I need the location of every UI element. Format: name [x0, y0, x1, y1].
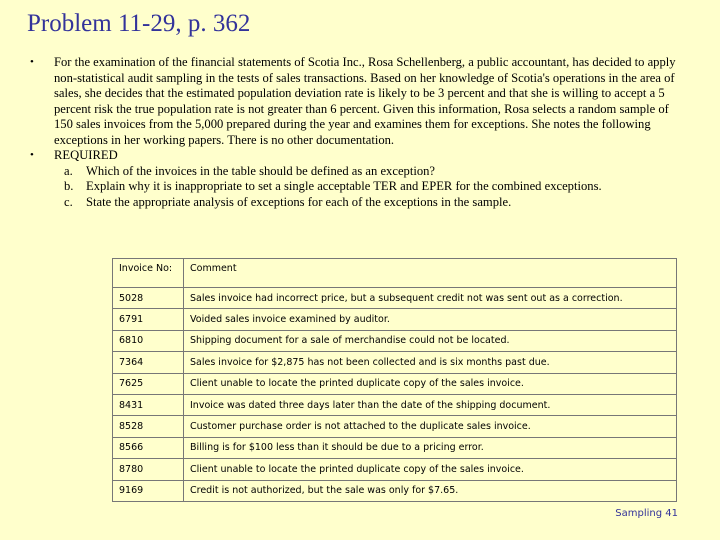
problem-description: For the examination of the financial statements of Scotia Inc., Rosa Schellenberg, a public accountant, has decided to apply non-statistical audit sampling in the tests of sales transactions. Based on her knowledge of Scotia's operations in the area of sales, she decides that the estimated population deviation rate is likely to be 3 percent and that she is willing to accept a 5 percent risk the true population rate is not greater than 6 percent. Given this information, Rosa selects a random sample of 150 sales invoices from the 5,000 prepared during the year and examines them for exceptions. She notes the following exceptions in her working papers. There is no other documentation. — [54, 55, 676, 147]
table-row — [113, 330, 677, 351]
invoice-comment: Client unable to locate the printed duplicate copy of the sales invoice. — [184, 459, 677, 480]
bullet-list — [30, 55, 680, 210]
header-comment: Comment — [184, 259, 677, 288]
required-text: State the appropriate analysis of exceptions for each of the exceptions in the sample. — [86, 194, 512, 209]
table-row — [113, 394, 677, 415]
invoice-comment: Client unable to locate the printed duplicate copy of the sales invoice. — [184, 373, 677, 394]
table-header-row — [113, 259, 677, 288]
bullet-item — [30, 55, 680, 148]
required-text: Explain why it is inappropriate to set a single acceptable TER and EPER for the combined exceptions. — [86, 179, 602, 193]
required-item — [64, 164, 680, 180]
exceptions-table — [112, 258, 677, 502]
invoice-number: 7364 — [113, 352, 184, 373]
invoice-number: 8780 — [113, 459, 184, 480]
invoice-number: 8528 — [113, 416, 184, 437]
required-letter: c. — [64, 194, 73, 209]
invoice-number: 5028 — [113, 288, 184, 309]
invoice-comment: Sales invoice for $2,875 has not been collected and is six months past due. — [184, 352, 677, 373]
invoice-comment: Credit is not authorized, but the sale was only for $7.65. — [184, 480, 677, 501]
bullet-item — [30, 148, 680, 164]
table-row — [113, 352, 677, 373]
invoice-comment: Shipping document for a sale of merchandise could not be located. — [184, 330, 677, 351]
header-invoice-no: Invoice No: — [113, 259, 184, 288]
invoice-comment: Voided sales invoice examined by auditor. — [184, 309, 677, 330]
slide-title: Problem 11-29, p. 362 — [27, 10, 251, 37]
table-row — [113, 309, 677, 330]
invoice-comment: Customer purchase order is not attached to the duplicate sales invoice. — [184, 416, 677, 437]
table-row — [113, 416, 677, 437]
required-heading: REQUIRED — [54, 148, 118, 162]
required-item — [64, 179, 680, 195]
table-row — [113, 373, 677, 394]
slide-footer: Sampling 41 — [615, 508, 678, 519]
required-text: Which of the invoices in the table should be defined as an exception? — [86, 163, 436, 178]
invoice-comment: Billing is for $100 less than it should be due to a pricing error. — [184, 437, 677, 458]
required-list — [64, 164, 680, 211]
required-letter: a. — [64, 163, 73, 178]
bullet-marker: • — [30, 56, 34, 68]
table-row — [113, 480, 677, 501]
table-row — [113, 437, 677, 458]
invoice-comment: Sales invoice had incorrect price, but a subsequent credit not was sent out as a correction. — [184, 288, 677, 309]
invoice-number: 8431 — [113, 394, 184, 415]
required-letter: b. — [64, 179, 74, 193]
invoice-number: 9169 — [113, 480, 184, 501]
invoice-comment: Invoice was dated three days later than the date of the shipping document. — [184, 394, 677, 415]
table-row — [113, 459, 677, 480]
invoice-number: 8566 — [113, 437, 184, 458]
invoice-number: 6810 — [113, 330, 184, 351]
invoice-number: 6791 — [113, 309, 184, 330]
required-item — [64, 195, 680, 211]
invoice-number: 7625 — [113, 373, 184, 394]
table-row — [113, 288, 677, 309]
bullet-marker: • — [30, 149, 34, 161]
